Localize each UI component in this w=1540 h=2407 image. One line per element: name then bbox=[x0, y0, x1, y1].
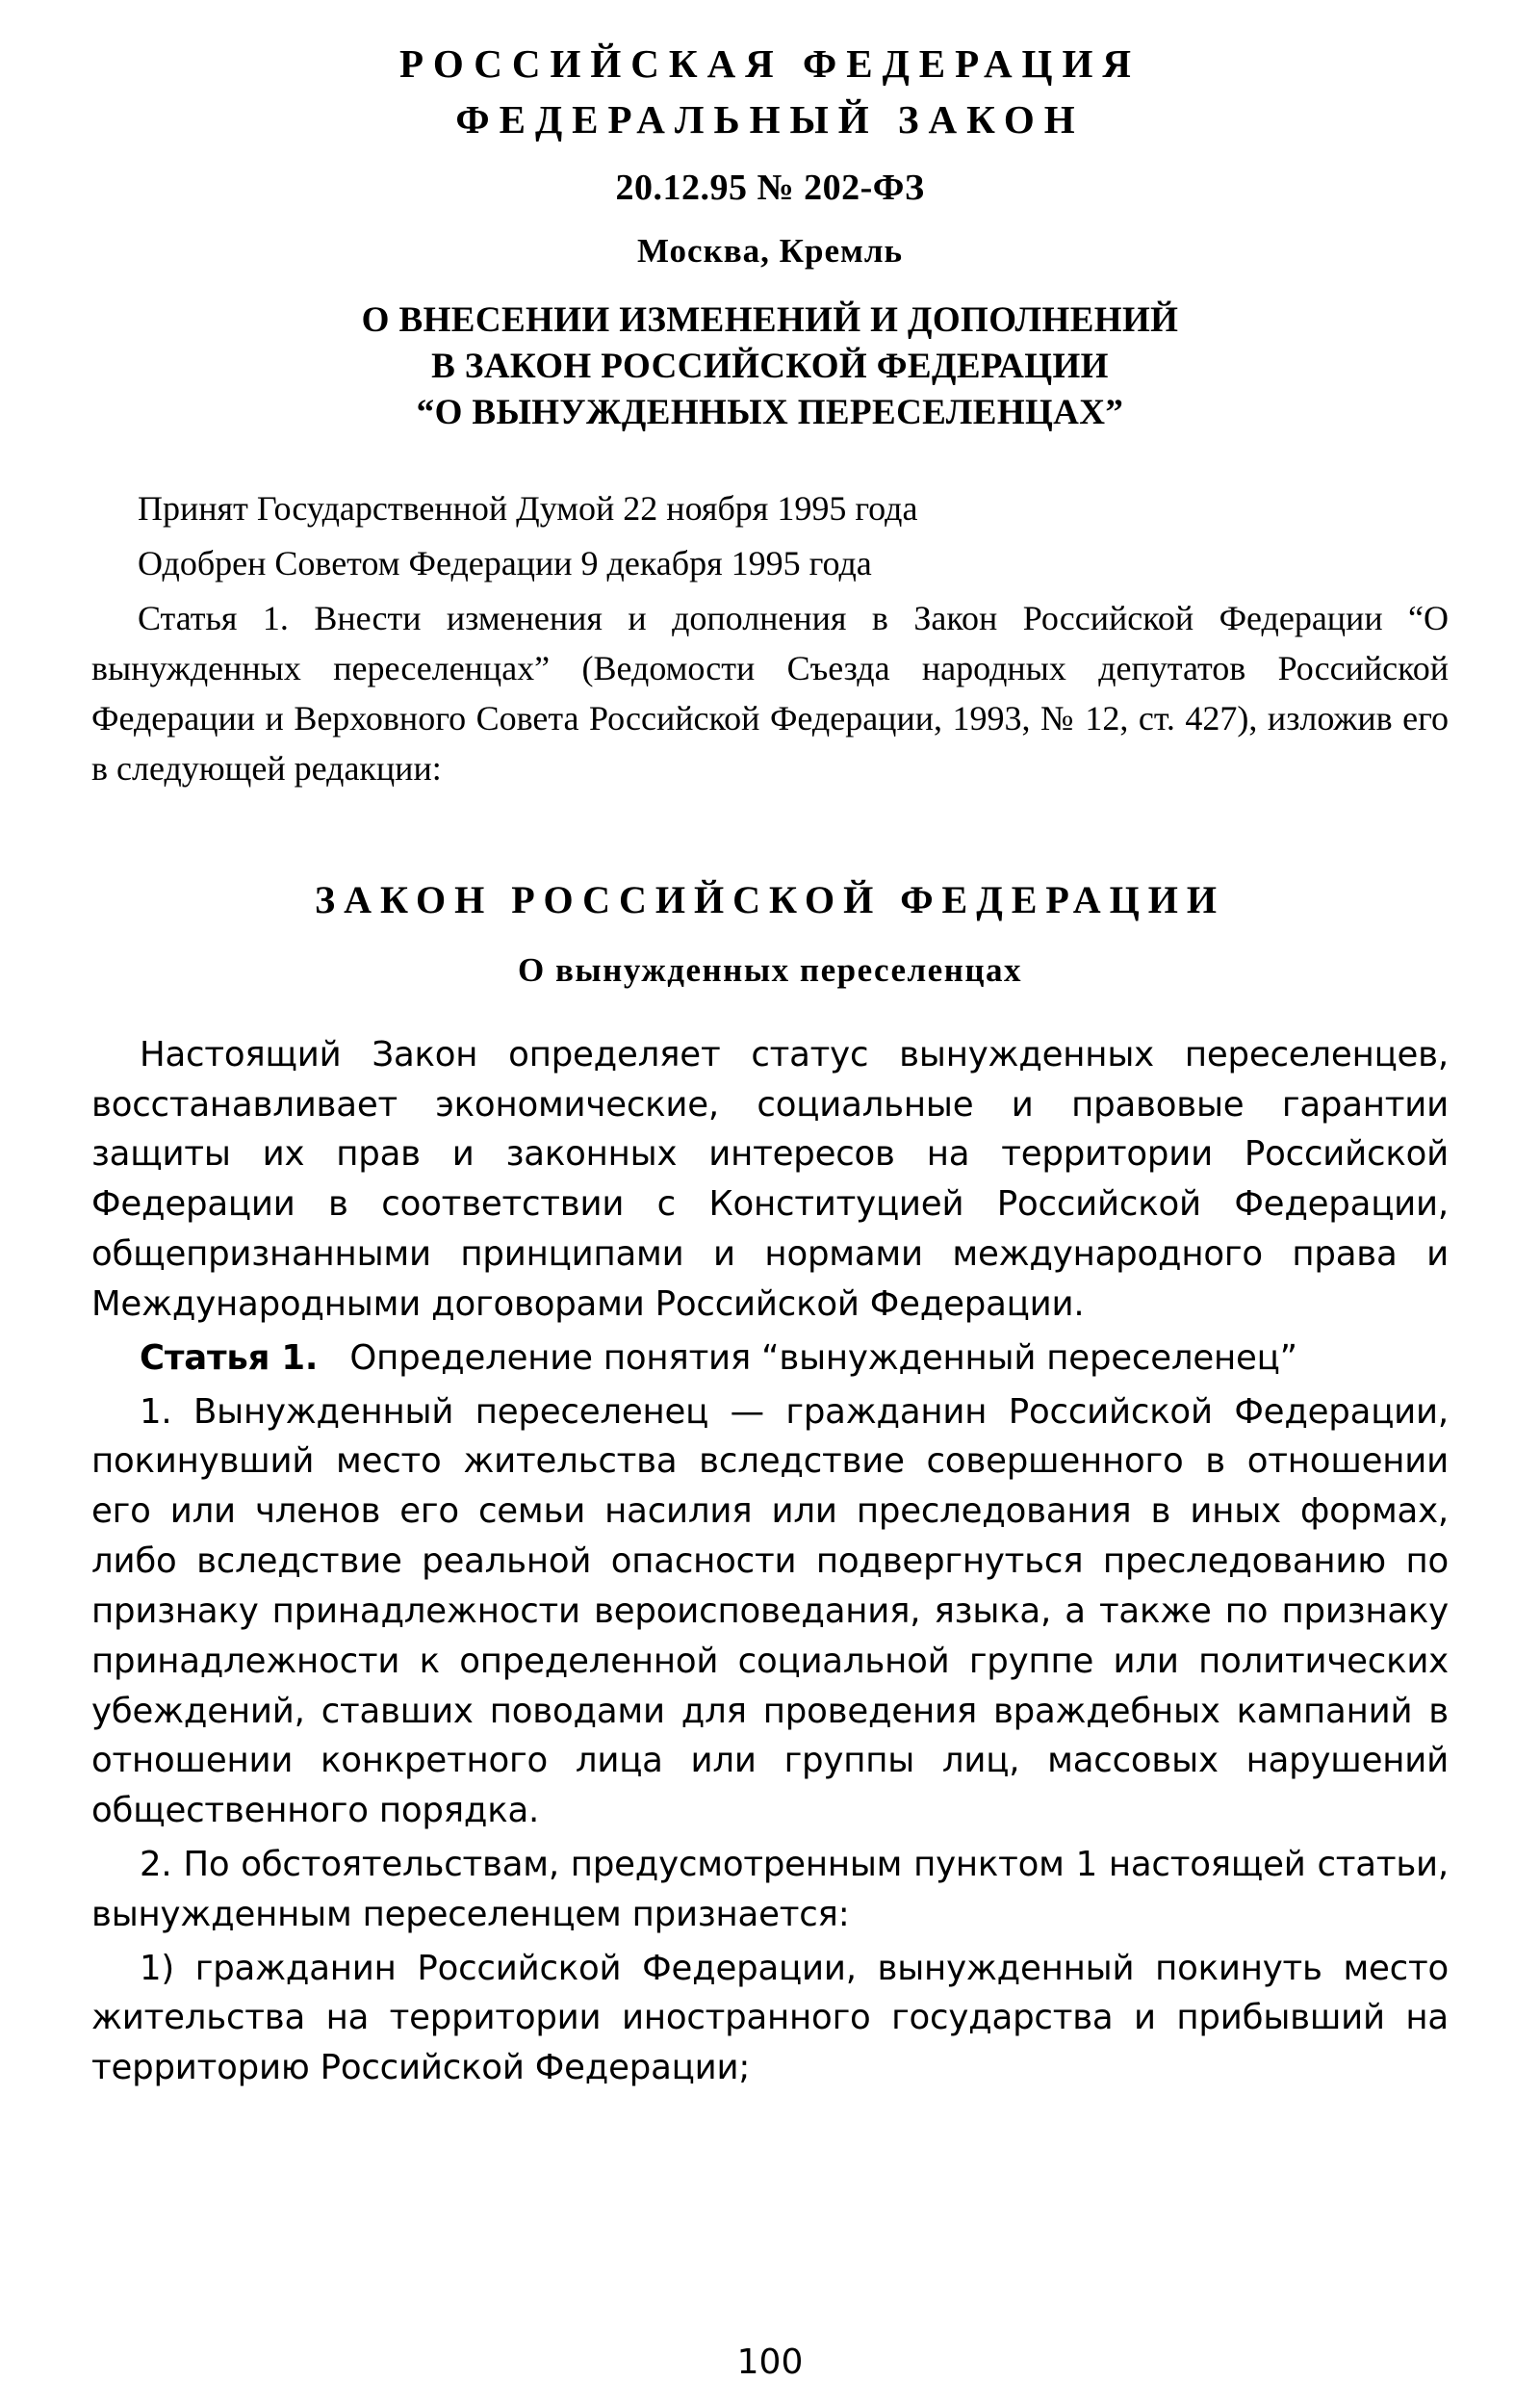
intro-article-1: Статья 1. Внести изменения и дополнения в Закон Российской Федерации “О вынужденных переселенцах” (Ведомости Съезда народных депутатов Российской Федерации и Верховного Совета Российской Федерации, 1993, № 12, ст. 427), изложив его в следующей редакции: bbox=[91, 599, 1449, 788]
law-article-1-clause-2-item-1: 1) гражданин Российской Федерации, вынужденный покинуть место жительства на территории иностранного государства и прибывший на территорию Российской Федерации; bbox=[91, 1948, 1449, 2088]
law-article-1-clause-1: 1. Вынужденный переселенец — гражданин Российской Федерации, покинувший место жительства вследствие совершенного в отношении его или членов его семьи насилия или преследования в иных формах, либо вследствие реальной опасности подвергнуться преследованию по признаку принадлежности вероисповедания, языка, а также по признаку принадлежности к определенной социальной группе или политических убеждений, ставших поводами для проведения враждебных кампаний в отношении конкретного лица или группы лиц, массовых нарушений общественного порядка. bbox=[91, 1391, 1449, 1831]
document-title-line-1: О ВНЕСЕНИИ ИЗМЕНЕНИЙ И ДОПОЛНЕНИЙ bbox=[361, 299, 1179, 340]
header-place: Москва, Кремль bbox=[636, 231, 904, 270]
law-article-1-title: Определение понятия “вынужденный переселенец” bbox=[349, 1337, 1297, 1378]
law-article-1-label: Статья 1. bbox=[140, 1337, 319, 1378]
law-heading: ЗАКОН РОССИЙСКОЙ ФЕДЕРАЦИИ bbox=[315, 877, 1225, 921]
header-country: РОССИЙСКАЯ ФЕДЕРАЦИЯ bbox=[399, 41, 1141, 86]
adoption-council: Одобрен Советом Федерации 9 декабря 1995 года bbox=[138, 544, 872, 583]
law-subheading: О вынужденных переселенцах bbox=[517, 950, 1023, 989]
header-document-number: 20.12.95 № 202-ФЗ bbox=[615, 167, 925, 208]
adoption-duma: Принят Государственной Думой 22 ноября 1995 года bbox=[138, 489, 918, 529]
header-doc-type: ФЕДЕРАЛЬНЫЙ ЗАКОН bbox=[455, 97, 1085, 142]
law-body bbox=[91, 1030, 1449, 2093]
law-article-1-clause-2: 2. По обстоятельствам, предусмотренным пунктом 1 настоящей статьи, вынужденным переселенцем признается: bbox=[91, 1845, 1449, 1934]
document-title-line-2: В ЗАКОН РОССИЙСКОЙ ФЕДЕРАЦИИ bbox=[431, 347, 1109, 387]
law-article-1-heading bbox=[91, 1333, 1449, 1384]
law-preamble: Настоящий Закон определяет статус вынужденных переселенцев, восстанавливает экономические, социальные и правовые гарантии защиты их прав и законных интересов на территории Российской Федерации в соответствии с Конституцией Российской Федерации, общепризнанными принципами и нормами международного права и Международными договорами Российской Федерации. bbox=[91, 1034, 1449, 1324]
document-title-line-3: “О ВЫНУЖДЕННЫХ ПЕРЕСЕЛЕНЦАХ” bbox=[416, 393, 1124, 433]
page-number: 100 bbox=[736, 2342, 804, 2382]
document-title bbox=[91, 298, 1449, 436]
